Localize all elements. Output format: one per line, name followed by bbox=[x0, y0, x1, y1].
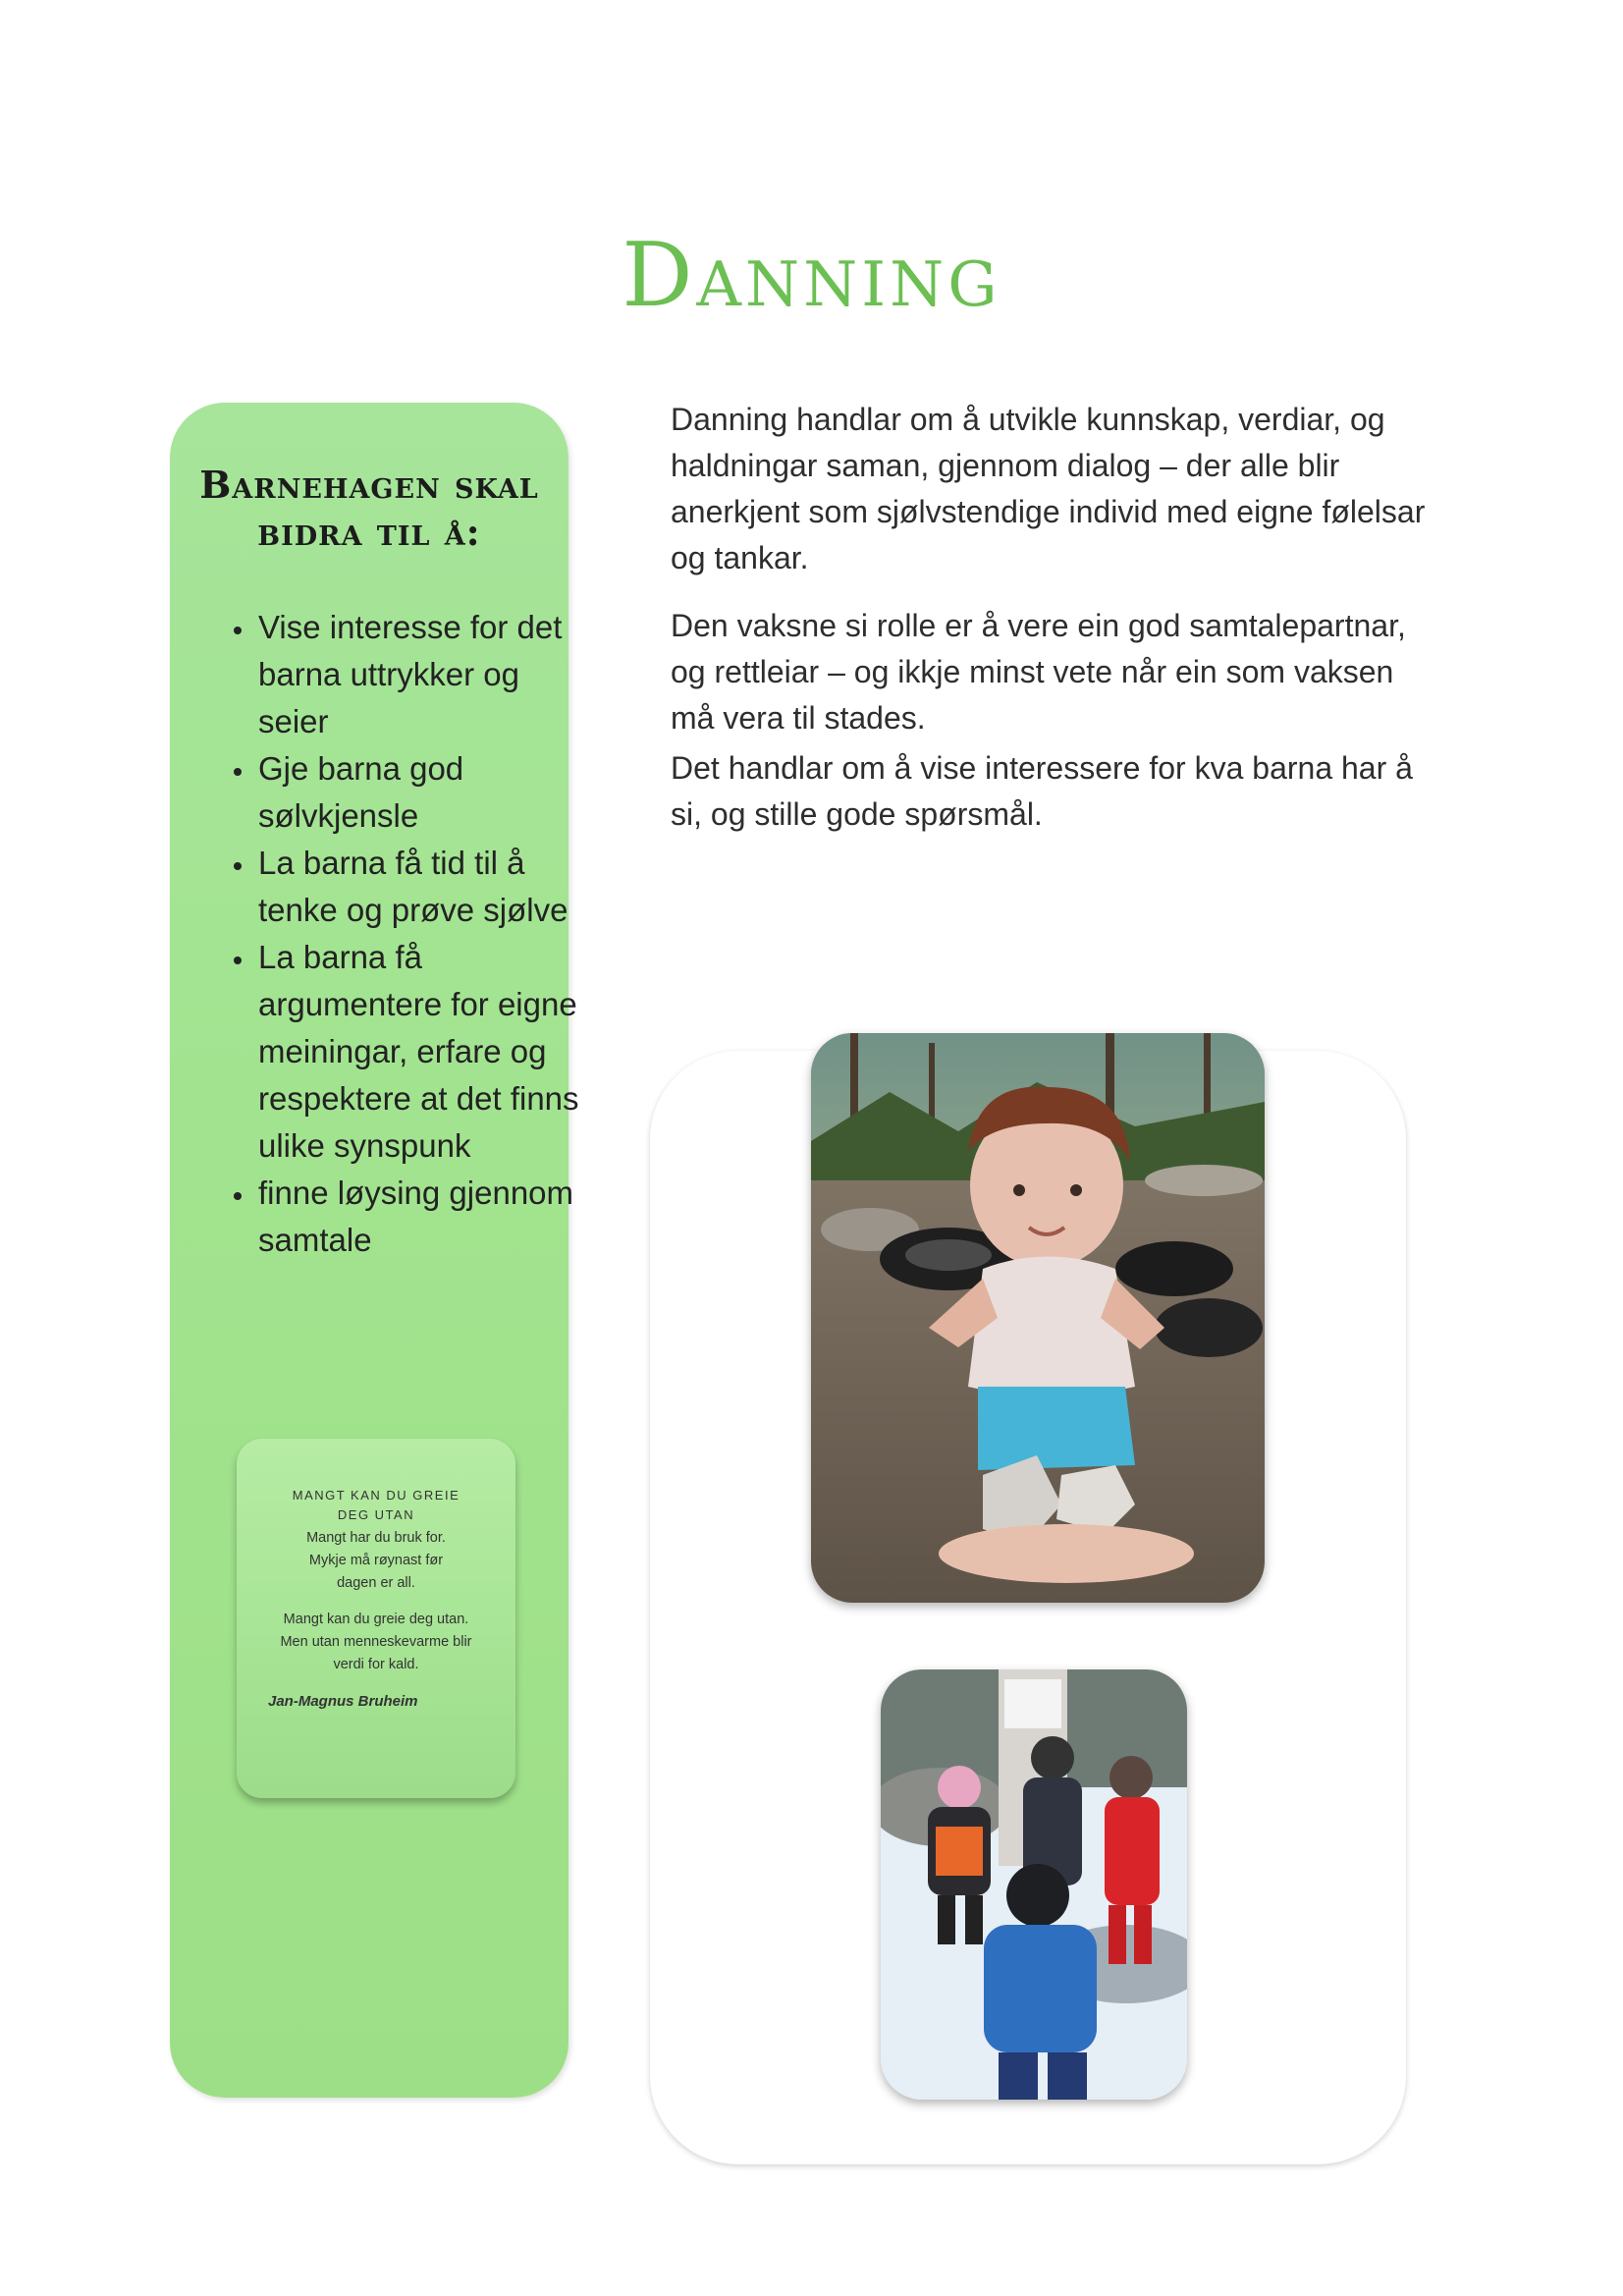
paragraph: Danning handlar om å utvikle kunnskap, verdiar, og haldningar saman, gjennom dialog – der alle blir anerkjent som sjølvstendige individ med eigne følelsar og tankar. bbox=[671, 402, 1426, 575]
list-item: • La barna få tid til å tenke og prøve sjølve bbox=[256, 840, 580, 934]
paragraph: Den vaksne si rolle er å vere ein god samtalepartnar, og rettleiar – og ikkje minst vete når ein som vaksen må vera til stades. bbox=[671, 608, 1406, 736]
list-item: • finne løysing gjennom samtale bbox=[256, 1170, 580, 1264]
quote-stanza: Mangt kan du greie deg utan. Men utan menneskevarme blir verdi for kald. bbox=[280, 1612, 472, 1672]
children-winter-photo bbox=[881, 1669, 1187, 2100]
main-text bbox=[671, 397, 1436, 859]
sidebar-heading: Barnehagen skal bidra til å: bbox=[199, 463, 539, 554]
page-title: Danning bbox=[622, 224, 1001, 327]
list-item: • Vise interesse for det barna uttrykker og seier bbox=[256, 604, 580, 745]
child-photo bbox=[811, 1033, 1265, 1603]
quote-author: Jan-Magnus Bruheim bbox=[268, 1693, 418, 1710]
quote-title: MANGT KAN DU GREIE DEG UTAN bbox=[292, 1488, 460, 1522]
quote-stanza: Mangt har du bruk for. Mykje må røynast før dagen er all. bbox=[306, 1530, 446, 1591]
sidebar-list bbox=[219, 604, 580, 1264]
list-item: • Gje barna god sølvkjensle bbox=[256, 745, 580, 840]
sidebar-panel bbox=[170, 403, 579, 2098]
paragraph: Det handlar om å vise interessere for kva barna har å si, og stille gode spørsmål. bbox=[671, 750, 1413, 832]
quote-card bbox=[237, 1439, 515, 1798]
list-item: • La barna få argumentere for eigne meiningar, erfare og respektere at det finns ulike synspunk bbox=[256, 934, 580, 1170]
